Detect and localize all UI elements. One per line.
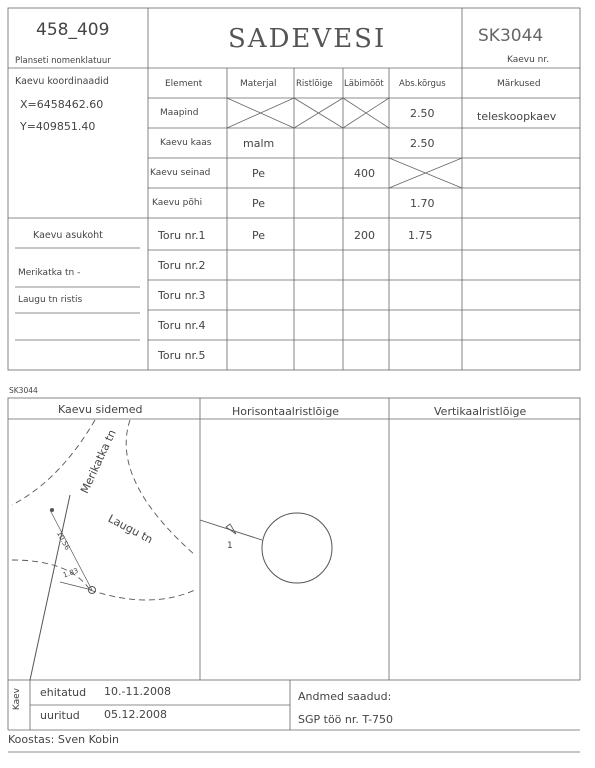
source-value: SGP töö nr. T-750 <box>298 713 394 726</box>
location-line-2: Laugu tn ristis <box>18 295 83 305</box>
row-element: Toru nr.2 <box>158 259 206 272</box>
street-label-merikatka: Merikatka tn <box>78 427 119 496</box>
dimension-label-2: 1.83 <box>62 566 80 580</box>
sketch-col-horizontal: Horisontaalristlõige <box>232 405 340 418</box>
col-header-material: Materjal <box>240 79 277 89</box>
sketch-col-vertical: Vertikaalristlõige <box>434 405 527 418</box>
sketch-col-links: Kaevu sidemed <box>58 403 143 416</box>
row-element: Toru nr.4 <box>158 319 206 332</box>
row-abs: 2.50 <box>410 107 435 120</box>
row-material: Pe <box>252 167 266 180</box>
built-label: ehitatud <box>40 686 87 699</box>
source-label: Andmed saadud: <box>298 690 392 703</box>
built-value: 10.-11.2008 <box>104 685 171 698</box>
location-line-1: Merikatka tn - <box>18 268 81 278</box>
well-number-label: Kaevu nr. <box>507 55 550 65</box>
col-header-element: Element <box>165 79 203 89</box>
nomenclature-label: Planseti nomenklatuur <box>15 56 111 66</box>
row-abs: 1.75 <box>408 229 433 242</box>
well-number-value: SK3044 <box>478 26 544 46</box>
col-header-diameter: Läbimõõt <box>344 79 384 89</box>
row-element: Kaevu seinad <box>150 168 211 178</box>
row-diameter: 200 <box>354 229 375 242</box>
street-label-laugu: Laugu tn <box>105 512 155 547</box>
row-element: Kaevu põhi <box>152 198 203 208</box>
row-material: Pe <box>252 229 266 242</box>
row-abs: 2.50 <box>410 137 435 150</box>
col-header-abs: Abs.kõrgus <box>399 79 446 89</box>
col-header-notes: Märkused <box>497 79 541 89</box>
coordinate-x: X=6458462.60 <box>20 98 104 111</box>
row-element: Toru nr.1 <box>158 229 206 242</box>
row-notes: teleskoopkaev <box>477 110 557 123</box>
surveyed-value: 05.12.2008 <box>104 708 167 721</box>
row-diameter: 400 <box>354 167 375 180</box>
sketch-small-label: SK3044 <box>9 386 38 395</box>
row-element: Kaevu kaas <box>160 138 212 148</box>
surveyed-label: uuritud <box>40 709 80 722</box>
row-element: Toru nr.3 <box>158 289 206 302</box>
page-title: SADEVESI <box>228 24 387 54</box>
row-element: Maapind <box>160 108 199 118</box>
row-material: Pe <box>252 197 266 210</box>
location-label: Kaevu asukoht <box>33 230 103 241</box>
side-label-kaev: Kaev <box>12 688 22 711</box>
row-element: Toru nr.5 <box>158 349 206 362</box>
row-material: malm <box>243 137 275 150</box>
col-header-cross: Ristlõige <box>296 79 333 89</box>
pipe-number-label: 1 <box>227 541 233 551</box>
coordinate-y: Y=409851.40 <box>20 120 96 133</box>
nomenclature-value: 458_409 <box>36 20 110 40</box>
author-label: Koostas: Sven Kobin <box>8 733 119 746</box>
row-abs: 1.70 <box>410 197 435 210</box>
dimension-label-1: 10.56 <box>54 530 72 552</box>
coordinates-label: Kaevu koordinaadid <box>15 76 109 87</box>
